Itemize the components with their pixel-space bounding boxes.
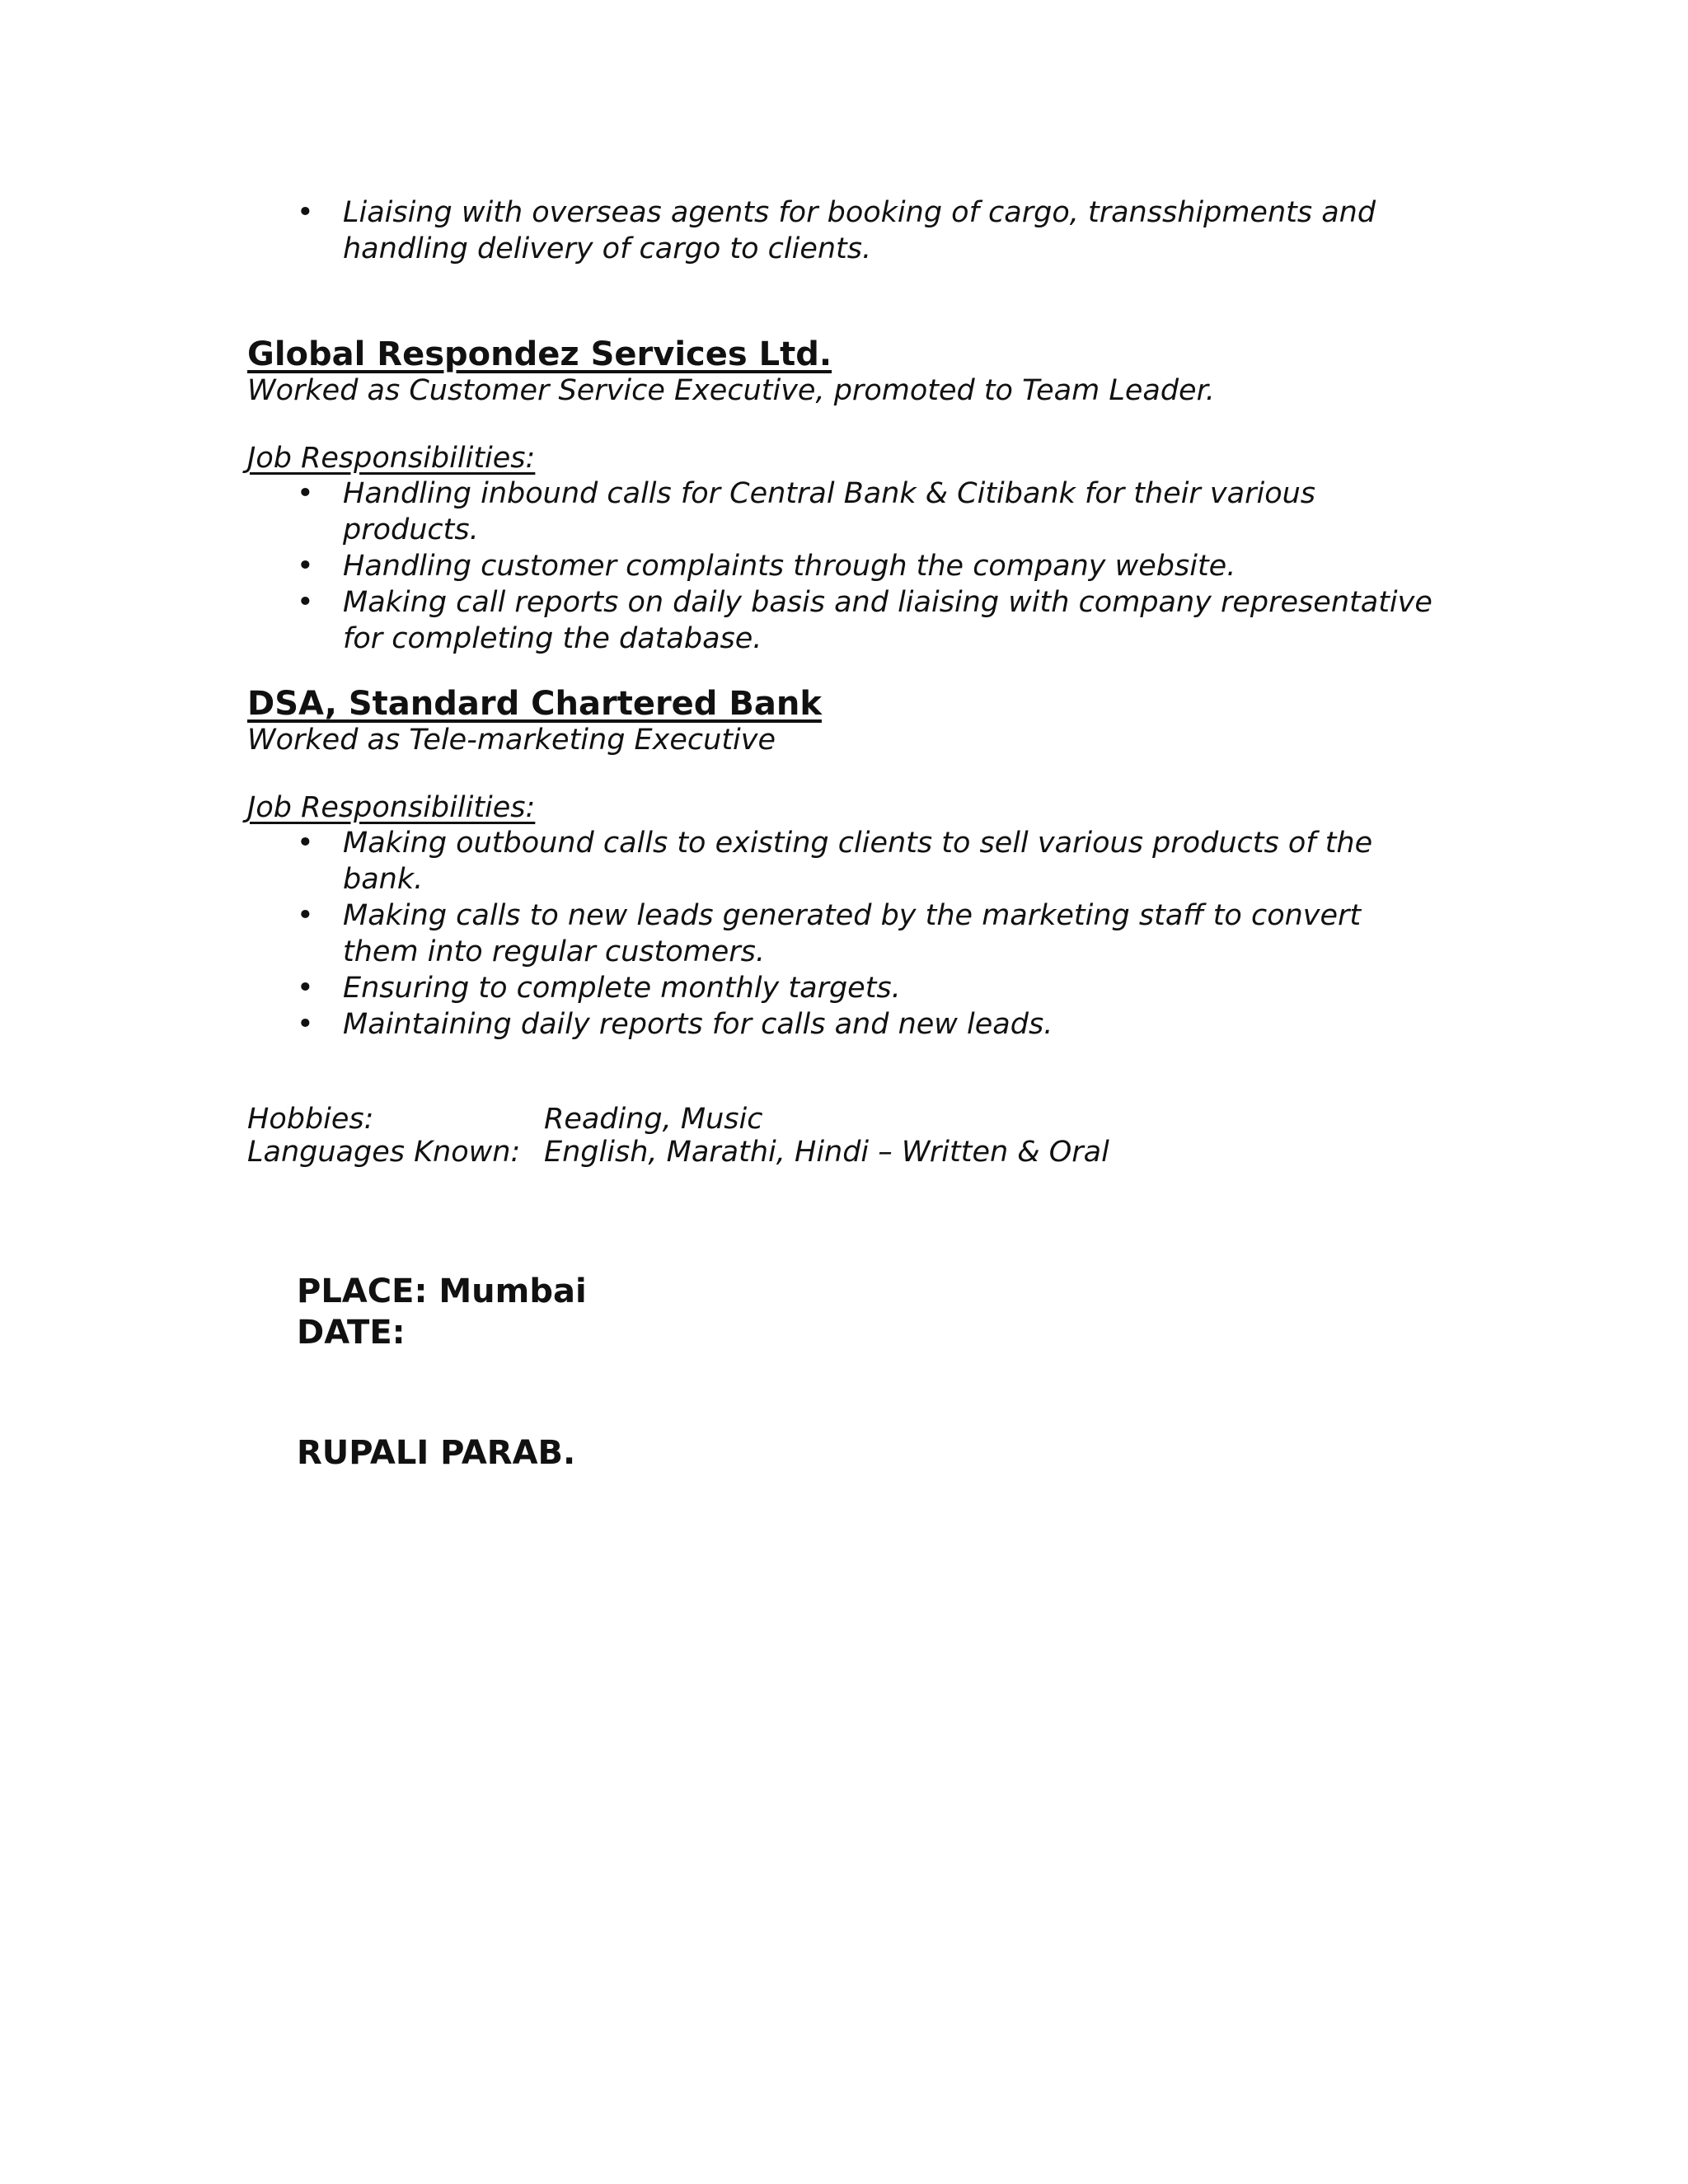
list-item: • Handling inbound calls for Central Bank & Citibank for their various products. xyxy=(297,476,1434,548)
languages-label: Languages Known: xyxy=(247,1136,521,1169)
list-item: • Making outbound calls to existing clients to sell various products of the bank. xyxy=(297,825,1434,898)
date-line: DATE: xyxy=(297,1314,406,1352)
job-responsibilities-list xyxy=(297,476,1434,657)
hobbies-label: Hobbies: xyxy=(247,1103,374,1136)
job-role: Worked as Tele-marketing Executive xyxy=(247,724,776,757)
list-item: • Handling customer complaints through the company website. xyxy=(297,548,1434,584)
job-responsibilities-list xyxy=(297,825,1434,1043)
list-item: • Ensuring to complete monthly targets. xyxy=(297,970,1434,1006)
languages-value: English, Marathi, Hindi – Written & Oral xyxy=(544,1136,1109,1169)
list-item: • Making call reports on daily basis and liaising with company representative for completing the database. xyxy=(297,584,1434,657)
previous-job-responsibilities xyxy=(297,194,1434,267)
job-role: Worked as Customer Service Executive, promoted to Team Leader. xyxy=(247,374,1215,407)
hobbies-value: Reading, Music xyxy=(544,1103,763,1136)
responsibilities-label: Job Responsibilities: xyxy=(247,791,536,824)
list-item: • Maintaining daily reports for calls and new leads. xyxy=(297,1006,1434,1043)
company-name-global-respondez: Global Respondez Services Ltd. xyxy=(247,335,832,373)
signatory-name: RUPALI PARAB. xyxy=(297,1434,576,1472)
list-item: • Making calls to new leads generated by the marketing staff to convert them into regular customers. xyxy=(297,898,1434,970)
responsibilities-label: Job Responsibilities: xyxy=(247,442,536,475)
languages-row xyxy=(247,1134,1236,1170)
list-item: • Liaising with overseas agents for booking of cargo, transshipments and handling delivery of cargo to clients. xyxy=(297,194,1434,267)
place-line: PLACE: Mumbai xyxy=(297,1272,587,1310)
hobbies-row xyxy=(247,1101,1236,1137)
company-name-standard-chartered: DSA, Standard Chartered Bank xyxy=(247,685,822,723)
